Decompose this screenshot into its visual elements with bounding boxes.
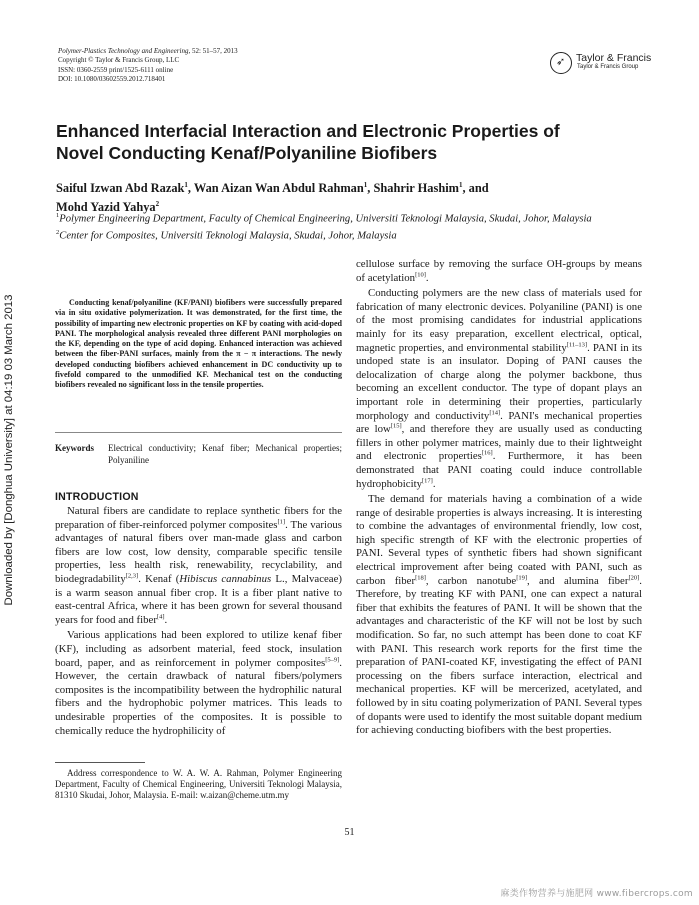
author-name: Mohd Yazid Yahya	[56, 199, 156, 214]
citation-ref[interactable]: [11–13]	[566, 340, 588, 348]
citation-ref[interactable]: [5–9]	[325, 655, 340, 663]
author-affiliation-mark: 1	[184, 181, 188, 189]
correspondence-footnote: Address correspondence to W. A. W. A. Rahman, Polymer Engineering Department, Faculty of Chemical Engineering, Universiti Teknologi Malaysia, 81310 Skudai, Johor, Malaysia. E-mail: w.aizan@cheme.utm.my	[55, 768, 342, 800]
paragraph	[55, 629, 342, 738]
citation-ref[interactable]: [19]	[516, 574, 528, 582]
journal-header	[58, 47, 388, 85]
text-run: . PANI's mechanical properties are low	[356, 409, 642, 436]
download-side-note	[1, 290, 17, 610]
text-run: L., Malvaceae) is a warm season annual fiber crop. It is a fiber plant native to east-central Africa, where it has been grown for several thousand years for food and fiber	[55, 572, 342, 626]
affiliation-number: 1	[56, 212, 60, 219]
affiliations	[56, 209, 646, 242]
section-heading-introduction: INTRODUCTION	[55, 491, 139, 503]
text-run: . However, the certain drawback of natural fibers/polymers composites is the incompatibility between the hydrophilic natural fibers and the hydrophobic polymer matrices. This leads to undesirable properties of the composites. It is possible to chemically reduce the hydrophilicity of	[55, 656, 342, 737]
text-run: , carbon nanotube	[425, 574, 517, 587]
text-run: , and therefore they are usually used as conducting fillers in other polymer matrices, mainly due to their lightweight and electronic properties	[356, 423, 643, 463]
journal-volume: , 52: 51–57, 2013	[188, 47, 238, 55]
text-run: Conducting polymers are the new class of materials used for fabrication of many electronic devices. Polyaniline (PANI) is one of the most promising candidates for industrial applications mainly for its easy preparation, excellent electrical, optical, magnetic properties, and environmental stability	[356, 287, 642, 354]
publisher-logo	[550, 52, 665, 76]
affiliation-2	[56, 226, 646, 243]
affiliation-number: 2	[56, 228, 60, 236]
journal-name: Polymer-Plastics Technology and Engineering	[58, 47, 189, 55]
text-run: .	[164, 613, 168, 626]
citation-ref[interactable]: [14]	[489, 408, 501, 416]
citation-ref[interactable]: [10]	[415, 271, 426, 278]
page-number: 51	[344, 827, 355, 838]
citation-ref[interactable]: [17]	[421, 476, 433, 484]
citation-ref[interactable]: [20]	[628, 574, 640, 582]
text-run: .	[432, 477, 436, 490]
abstract: Conducting kenaf/polyaniline (KF/PANI) biofibers were successfully prepared via in situ oxidative polymerization. It was demonstrated, for the first time, the possibility of imparting new electronic properties on KF by coating with acid-doped PANI. The morphological analysis revealed three different PANI morphologies on the KF, depending on the type of acid doping. Enhanced interaction was achieved between the fiber-PANI surfaces, mainly from the π − π interactions. The newly developed conducting biofibers achieved enhancement in DC conductivity up to fivefold compared to the unmodified KF. Mechanical test on the conducting biofibers revealed no significant loss in the tensile properties.	[55, 298, 342, 390]
author-affiliation-mark: 1	[458, 181, 463, 189]
doi-line: DOI: 10.1080/03602559.2012.718401	[58, 75, 166, 84]
right-column	[356, 258, 642, 738]
citation-ref[interactable]: [4]	[156, 613, 165, 621]
affiliation-1	[56, 209, 646, 226]
text-run: , and alumina fiber	[527, 574, 629, 587]
citation-ref[interactable]: [1]	[277, 518, 286, 525]
text-run: . Kenaf (	[138, 572, 180, 585]
keywords-divider	[55, 432, 342, 433]
author-separator: , and	[462, 181, 489, 196]
issn-line: ISSN: 0360-2559 print/1525-6111 online	[58, 65, 174, 74]
citation-ref[interactable]: [2,3]	[125, 572, 139, 580]
download-side-note-text: Downloaded by [Donghua University] at 04:19 03 March 2013	[3, 294, 15, 606]
author-name: Saiful Izwan Abd Razak	[56, 181, 185, 196]
paragraph	[55, 505, 342, 627]
paper-title-line-1: Enhanced Interfacial Interaction and Electronic Properties of	[56, 121, 560, 141]
text-run: . PANI in its undoped state is an insulator. Doping of PANI causes the delocalization of charge along the polymer backbone, thus becoming an excellent conductor. The type of dopant plays an important role in determining their properties, particularly morphology and conductivity	[356, 341, 642, 422]
text-run: . Therefore, by treating KF with PANI, one can expect a natural fiber that exhibits the features of PANI. It will be shown that the advantages and characteristic of the KF will not be lost by such modification. So far, no such attempt has been done to coat KF with PANI. This research work reports for the first time the preparation of PANI-coated KF, investigating the effect of PANI processing on the fibers surface interaction, electrical and mechanical properties. KF will be mercerized, acetylated, and followed by in situ coating polymerization of PANI. Several types of dopants were used to identify the most suitable dopant medium for achieving conducting biofibers with the best properties.	[356, 574, 642, 737]
species-name: Hibiscus cannabinus	[179, 572, 272, 585]
paragraph	[356, 493, 642, 738]
citation-ref[interactable]: [15]	[390, 422, 402, 430]
text-run: The demand for materials having a combination of a wide range of desirable properties is always increasing. It is interesting to combine the advantages of environmental friendly, low cost, high specific strength of KF with the electronic properties of PANI. Several types of synthetic fibers had shown significant electrical improvement after being coated with PANI, such as carbon fiber	[356, 493, 642, 587]
keywords-text: Electrical conductivity; Kenaf fiber; Mechanical properties; Polyaniline	[108, 443, 342, 465]
left-column	[55, 505, 342, 738]
author-separator: ,	[187, 181, 194, 196]
footnote-divider	[55, 762, 145, 763]
author-affiliation-mark: 2	[155, 199, 160, 208]
paper-title-line-2: Novel Conducting Kenaf/Polyaniline Biofibers	[56, 142, 438, 163]
paper-title	[56, 121, 616, 164]
text-run: . Furthermore, it has been demonstrated that PANI coating could induce controllable hydrophobicity	[356, 450, 642, 490]
site-watermark: 麻类作物营养与施肥网 www.fibercrops.com	[500, 889, 693, 899]
author-name: Shahrir Hashim	[373, 181, 459, 196]
affiliation-text: Polymer Engineering Department, Faculty of Chemical Engineering, Universiti Teknologi Malaysia, Skudai, Johor, Malaysia	[59, 213, 592, 225]
affiliation-text: Center for Composites, Universiti Teknologi Malaysia, Skudai, Johor, Malaysia	[59, 230, 397, 242]
text-run: cellulose surface by removing the surface OH-groups by means of acetylation	[356, 258, 642, 284]
text-run: .	[425, 271, 429, 284]
publisher-group: Taylor & Francis Group	[577, 64, 639, 70]
citation-ref[interactable]: [16]	[481, 449, 493, 457]
author-name: Wan Aizan Wan Abdul Rahman	[193, 181, 364, 196]
text-run: Various applications had been explored to utilize kenaf fiber (KF), including as adsorbent material, feed stock, insulation board, paper, and as reinforcement in polymer composites	[55, 629, 342, 669]
paragraph	[356, 258, 642, 285]
text-run: . The various advantages of natural fibers over man-made glass and carbon fibers are low cost, low density, comparable specific tensile properties, less health risk, renewability, recyclability, and biodegradability	[55, 518, 342, 585]
author-affiliation-mark: 1	[363, 181, 368, 189]
citation-ref[interactable]: [18]	[415, 574, 426, 582]
copyright-line: Copyright © Taylor & Francis Group, LLC	[58, 56, 180, 65]
journal-citation	[58, 47, 388, 56]
arrow-icon: ➶	[556, 55, 566, 68]
keywords-label: Keywords	[55, 443, 94, 453]
paragraph	[356, 287, 642, 491]
author-separator: ,	[367, 181, 374, 196]
publisher-name: Taylor & Francis	[576, 52, 652, 64]
text-run: Natural fibers are candidate to replace synthetic fibers for the preparation of fiber-reinforced polymer composites	[55, 505, 342, 531]
